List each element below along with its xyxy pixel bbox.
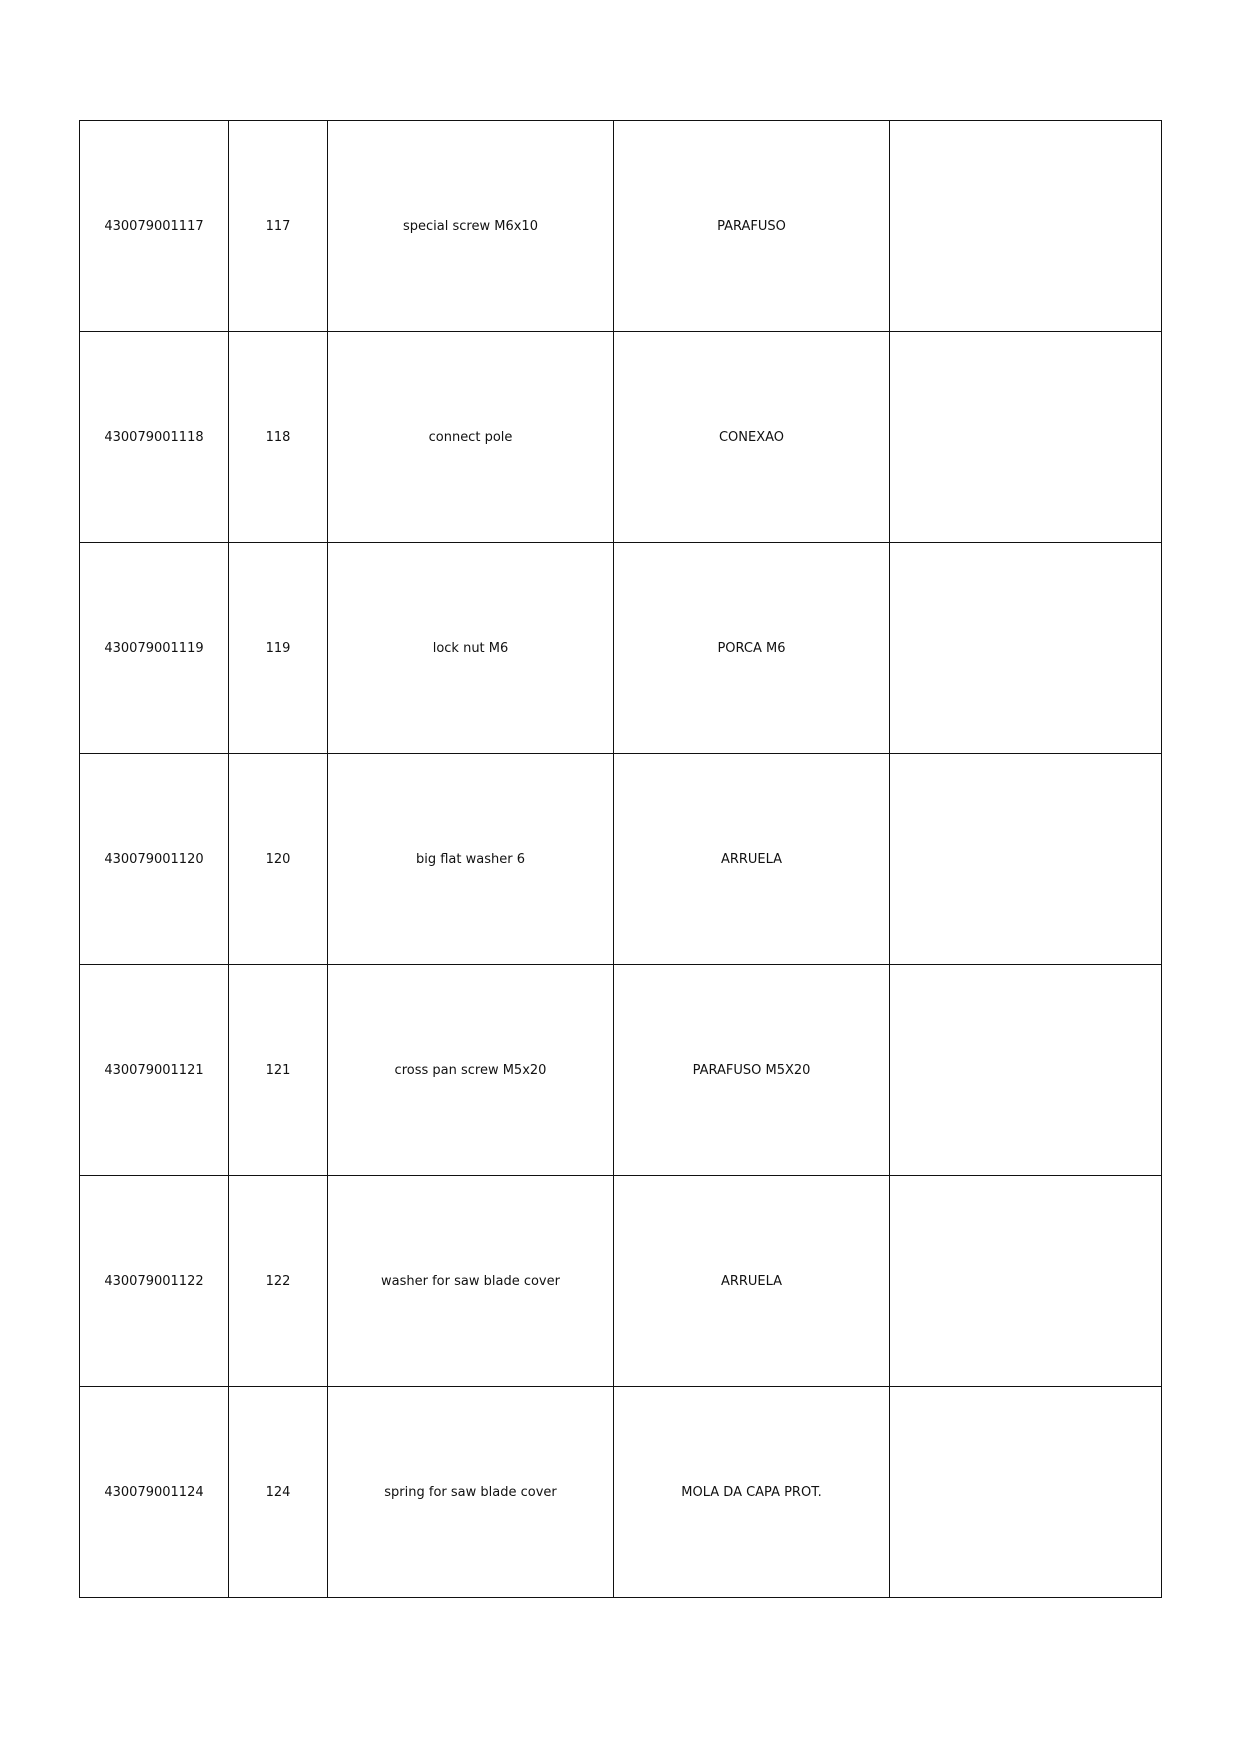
description-portuguese: MOLA DA CAPA PROT. [614, 1387, 890, 1598]
part-code: 430079001119 [80, 543, 229, 754]
description-portuguese: ARRUELA [614, 754, 890, 965]
description-english: washer for saw blade cover [328, 1176, 614, 1387]
item-number: 122 [229, 1176, 328, 1387]
part-code: 430079001122 [80, 1176, 229, 1387]
table-row [80, 1176, 1162, 1387]
description-english: special screw M6x10 [328, 121, 614, 332]
part-code: 430079001120 [80, 754, 229, 965]
notes-cell [890, 1176, 1162, 1387]
table-row [80, 754, 1162, 965]
part-code: 430079001118 [80, 332, 229, 543]
description-english: spring for saw blade cover [328, 1387, 614, 1598]
notes-cell [890, 121, 1162, 332]
description-english: big flat washer 6 [328, 754, 614, 965]
table-row [80, 332, 1162, 543]
item-number: 119 [229, 543, 328, 754]
description-portuguese: PARAFUSO [614, 121, 890, 332]
item-number: 121 [229, 965, 328, 1176]
description-english: cross pan screw M5x20 [328, 965, 614, 1176]
description-english: lock nut M6 [328, 543, 614, 754]
item-number: 124 [229, 1387, 328, 1598]
item-number: 120 [229, 754, 328, 965]
part-code: 430079001117 [80, 121, 229, 332]
description-portuguese: PARAFUSO M5X20 [614, 965, 890, 1176]
parts-table [79, 120, 1162, 1598]
notes-cell [890, 754, 1162, 965]
notes-cell [890, 332, 1162, 543]
table-row [80, 1387, 1162, 1598]
notes-cell [890, 965, 1162, 1176]
table-row [80, 543, 1162, 754]
description-english: connect pole [328, 332, 614, 543]
description-portuguese: CONEXAO [614, 332, 890, 543]
notes-cell [890, 543, 1162, 754]
part-code: 430079001124 [80, 1387, 229, 1598]
description-portuguese: PORCA M6 [614, 543, 890, 754]
table-row [80, 121, 1162, 332]
item-number: 118 [229, 332, 328, 543]
table-row [80, 965, 1162, 1176]
notes-cell [890, 1387, 1162, 1598]
part-code: 430079001121 [80, 965, 229, 1176]
description-portuguese: ARRUELA [614, 1176, 890, 1387]
item-number: 117 [229, 121, 328, 332]
